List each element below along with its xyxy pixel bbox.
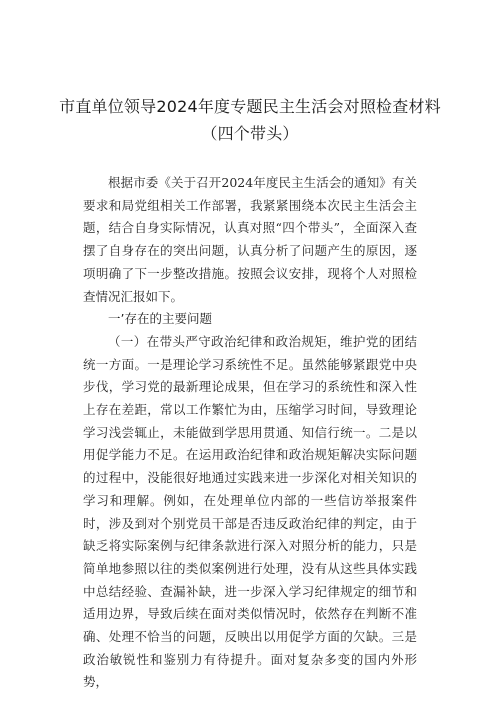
section-paragraph: （一）在带头严守政治纪律和政治规矩，维护党的团结统一方面。一是理论学习系统性不足。虽然能够紧跟党中央步伐，学习党的最新理论成果，但在学习的系统性和深入性上存在差距，常以工作繁忙为由，压缩学习时间，导致理论学习浅尝辄止，未能做到学思用贯通、知信行统一。二是以用促学能力不足。在运用政治纪律和政治规矩解决实际问题的过程中，没能很好地通过实践来进一步深化对相关知识的学习和理解。例如，在处理单位内部的一些信访举报案件时，涉及到对个别党员干部是否违反政治纪律的判定，由于缺乏将实际案例与纪律条款进行深入对照分析的能力，只是简单地参照以往的类似案例进行处理，没有从这些具体实践中总结经验、查漏补缺，进一步深入学习纪律规定的细节和适用边界，导致后续在面对类似情况时，依然存在判断不准确、处理不恰当的问题，反映出以用促学方面的欠缺。三是政治敏锐性和鉴别力有待提升。面对复杂多变的国内外形势， <box>83 333 417 690</box>
intro-paragraph: 根据市委《关于召开2024年度民主生活会的通知》有关要求和局党组相关工作部署，我紧紧围绕本次民主生活会主题，结合自身实际情况，认真对照“四个带头”，全面深入查摆了自身存在的突出问题，认真分析了问题产生的原因，逐项明确了下一步整改措施。按照会议安排，现将个人对照检查情况汇报如下。 <box>83 175 417 304</box>
section-heading: 一’存在的主要问题 <box>108 311 212 327</box>
document-subtitle: （四个带头） <box>201 124 299 143</box>
document-body <box>83 172 417 694</box>
document-title: 市直单位领导2024年度专题民主生活会对照检查材料 <box>59 97 441 116</box>
